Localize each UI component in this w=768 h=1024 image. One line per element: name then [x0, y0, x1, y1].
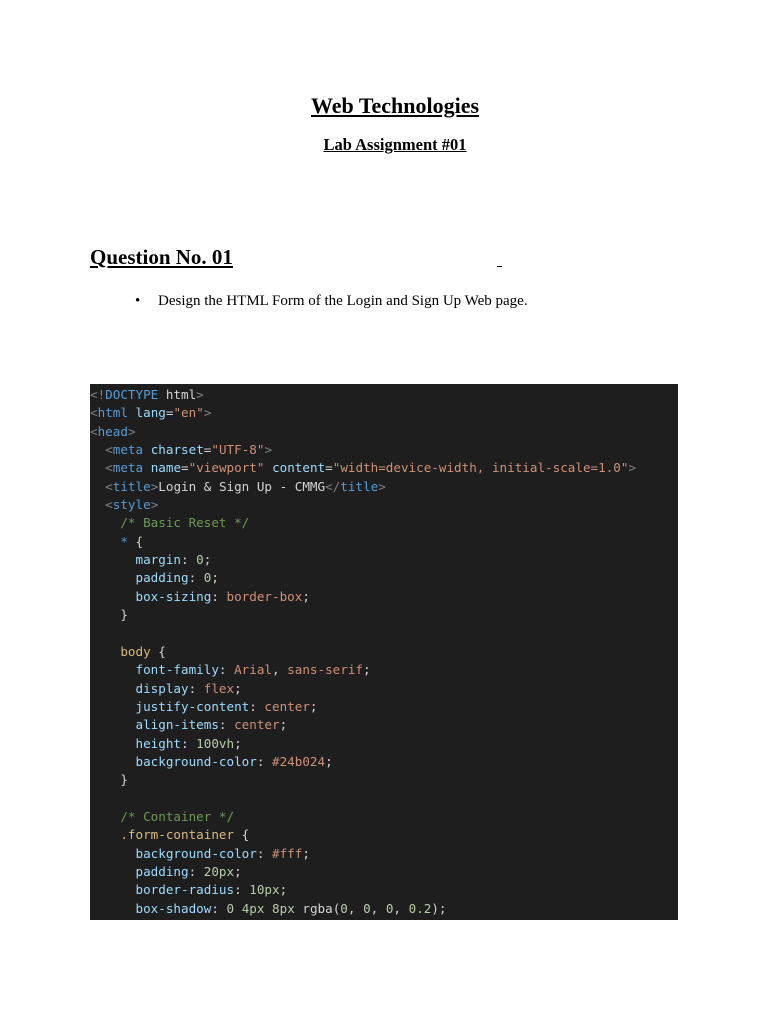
code-line — [90, 551, 678, 569]
code-token: ; — [279, 717, 288, 733]
code-token: Arial — [234, 662, 272, 678]
code-token: < — [105, 478, 113, 494]
code-token: 10px — [249, 882, 280, 898]
code-line — [90, 514, 678, 532]
code-line — [90, 790, 678, 808]
code-token: 8px — [272, 900, 295, 916]
code-token: display — [135, 680, 189, 696]
code-token — [90, 772, 120, 787]
code-token: center — [234, 717, 280, 733]
code-token — [90, 497, 105, 512]
code-token — [90, 882, 136, 897]
code-token: ; — [279, 882, 288, 898]
code-token: ); — [431, 900, 447, 916]
code-token: background-color — [135, 845, 257, 861]
code-token: flex — [203, 680, 235, 696]
code-line — [90, 606, 678, 624]
code-token — [90, 736, 136, 751]
code-token — [234, 901, 242, 916]
code-token: font-family — [135, 662, 219, 678]
code-snippet-image — [90, 384, 678, 920]
code-token: : — [218, 717, 235, 733]
code-line — [90, 588, 678, 606]
code-line — [90, 826, 678, 844]
code-line — [90, 845, 678, 863]
code-token: ; — [234, 863, 242, 879]
code-token: : — [188, 680, 204, 696]
code-line — [90, 735, 678, 753]
code-token: lang — [135, 405, 166, 421]
code-line — [90, 404, 678, 422]
code-token: } — [120, 607, 128, 623]
code-token — [90, 717, 136, 732]
stray-underline — [497, 266, 502, 267]
code-line — [90, 661, 678, 679]
code-token — [264, 901, 272, 916]
code-token: title — [112, 478, 151, 494]
code-token: charset — [150, 442, 204, 458]
code-token: height — [135, 735, 181, 751]
code-token: "viewport" — [188, 460, 265, 476]
code-token: DOCTYPE — [105, 387, 159, 402]
code-token: ; — [302, 588, 310, 604]
code-token: border-box — [226, 588, 303, 604]
code-token: /* Basic Reset */ — [120, 515, 250, 531]
code-token — [90, 442, 105, 457]
code-token: rgba( — [302, 900, 341, 916]
document-subtitle: Lab Assignment #01 — [323, 135, 467, 154]
code-token: 100vh — [196, 735, 235, 751]
code-token — [90, 809, 120, 824]
code-token: { — [150, 643, 166, 659]
code-token: ; — [309, 698, 318, 714]
code-line — [90, 698, 678, 716]
code-token: > — [264, 442, 273, 458]
code-token: < — [105, 497, 113, 513]
code-token — [90, 534, 120, 549]
code-token: Login & Sign Up - CMMG — [158, 478, 326, 494]
document-title: Web Technologies — [310, 93, 480, 118]
code-token — [90, 570, 136, 585]
code-token: sans-serif — [287, 662, 363, 678]
code-token: , — [272, 662, 288, 678]
code-line — [90, 569, 678, 587]
code-token: : — [256, 845, 272, 861]
code-token: 0 — [363, 900, 371, 916]
code-token — [90, 901, 136, 916]
code-token: > — [203, 405, 212, 421]
code-token: html — [97, 405, 128, 421]
code-token — [90, 864, 136, 879]
code-token: margin — [135, 552, 181, 568]
code-token: , — [370, 900, 386, 916]
code-token: > — [628, 460, 637, 476]
code-token: background-color — [135, 753, 257, 769]
code-token: ; — [203, 552, 212, 568]
code-token — [143, 460, 151, 475]
code-token: meta — [112, 442, 144, 458]
code-line — [90, 771, 678, 789]
code-token: : — [211, 900, 227, 916]
code-token — [264, 460, 272, 475]
code-token — [90, 681, 136, 696]
code-token: content — [272, 460, 326, 476]
code-token: ; — [325, 753, 333, 769]
code-token: : — [181, 552, 197, 568]
code-token: : — [234, 882, 250, 898]
code-token — [90, 479, 105, 494]
code-token: : — [256, 753, 272, 769]
code-token: : — [181, 735, 197, 751]
code-token: < — [90, 405, 98, 421]
code-token: > — [150, 497, 159, 513]
code-token — [90, 662, 136, 677]
code-token: border-radius — [135, 882, 235, 898]
code-token: : — [211, 588, 227, 604]
code-token: * — [120, 533, 128, 549]
code-token — [90, 846, 136, 861]
code-token — [90, 827, 120, 842]
code-token: align-items — [135, 717, 219, 733]
code-line — [90, 459, 678, 477]
code-token: ; — [363, 662, 371, 678]
code-line — [90, 900, 678, 918]
code-token: ; — [211, 570, 219, 586]
code-token: ; — [234, 680, 242, 696]
code-token: 0 — [203, 570, 212, 586]
code-token: : — [188, 863, 204, 879]
code-token: ; — [234, 735, 242, 751]
code-token: 0 — [196, 552, 204, 568]
code-token — [90, 589, 136, 604]
code-line — [90, 496, 678, 514]
code-token: : — [249, 698, 265, 714]
code-token: = — [181, 460, 189, 476]
code-token: > — [127, 423, 136, 439]
code-token: 0 — [340, 900, 348, 916]
code-token — [90, 552, 136, 567]
code-token: "width=device-width, initial-scale=1.0" — [332, 460, 629, 476]
code-token: meta — [112, 460, 144, 476]
code-token: box-sizing — [135, 588, 212, 604]
code-token: 0 — [385, 900, 394, 916]
code-token — [90, 699, 136, 714]
code-line — [90, 753, 678, 771]
code-token: 0 — [226, 900, 235, 916]
code-line — [90, 478, 678, 496]
code-token: head — [97, 423, 128, 439]
question-bullet-list — [135, 293, 528, 310]
code-token: /* Container */ — [120, 808, 235, 824]
code-token: { — [234, 827, 250, 843]
code-token: , — [347, 900, 364, 916]
code-token: body — [120, 643, 151, 659]
code-token — [90, 607, 120, 622]
code-token — [90, 754, 136, 769]
code-line — [90, 533, 678, 551]
code-token: <! — [90, 387, 106, 402]
code-token: = — [165, 405, 174, 421]
code-token — [90, 515, 120, 530]
code-token: 0.2 — [408, 900, 432, 916]
code-token: justify-content — [135, 698, 250, 714]
code-token — [143, 442, 151, 457]
code-line — [90, 680, 678, 698]
code-token: > — [150, 478, 159, 494]
code-token: } — [120, 772, 128, 788]
code-token: > — [378, 478, 386, 494]
code-token: html — [158, 387, 197, 402]
code-token: style — [112, 497, 151, 513]
code-token: "en" — [173, 405, 204, 421]
code-token: < — [90, 423, 98, 439]
code-line — [90, 386, 678, 404]
code-token: "UTF-8" — [211, 442, 265, 458]
code-token: > — [196, 387, 204, 402]
code-token: , — [393, 900, 409, 916]
code-token: 4px — [241, 900, 265, 916]
question-heading: Question No. 01 — [90, 245, 233, 269]
list-item — [135, 293, 528, 310]
bullet-icon: • — [135, 293, 141, 309]
code-token: title — [340, 478, 379, 494]
code-line — [90, 808, 678, 826]
code-token — [128, 405, 136, 420]
code-line — [90, 716, 678, 734]
code-token: : — [188, 570, 204, 586]
code-line — [90, 441, 678, 459]
code-token — [90, 460, 105, 475]
bullet-text: Design the HTML Form of the Login and Sign Up Web page. — [158, 293, 528, 309]
code-token: ; — [302, 845, 310, 861]
code-token: { — [127, 533, 144, 549]
code-token: .form-container — [120, 827, 235, 843]
code-token: < — [105, 460, 113, 476]
code-token: padding — [135, 570, 189, 586]
code-line — [90, 624, 678, 642]
code-token: < — [105, 442, 113, 458]
code-line — [90, 643, 678, 661]
code-token: = — [203, 442, 212, 458]
code-token: </ — [325, 478, 341, 494]
code-line — [90, 863, 678, 881]
code-token: #24b024 — [272, 753, 326, 769]
code-token: = — [325, 460, 333, 476]
code-token: 20px — [203, 863, 235, 879]
code-token: padding — [135, 863, 189, 879]
code-line — [90, 881, 678, 899]
code-token: box-shadow — [135, 900, 212, 916]
code-line — [90, 423, 678, 441]
code-token: : — [218, 662, 235, 678]
code-token: center — [264, 698, 310, 714]
code-token: name — [150, 460, 182, 476]
code-token — [90, 644, 120, 659]
code-token: #fff — [272, 845, 303, 861]
